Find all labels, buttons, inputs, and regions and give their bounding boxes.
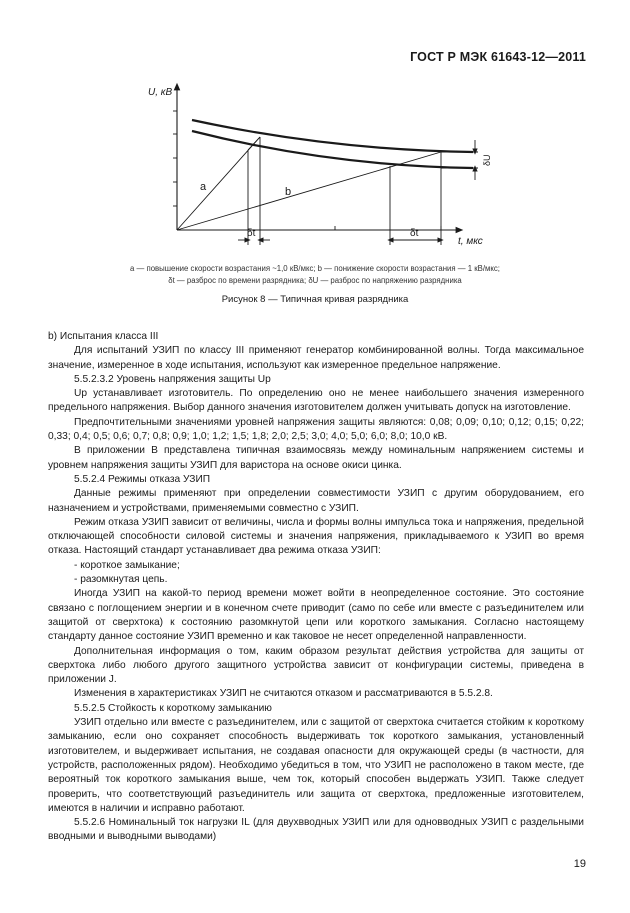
page-number: 19: [573, 858, 586, 870]
body-paragraph: - короткое замыкание;: [74, 559, 180, 571]
figure-legend-line-2: δt — разброс по времени разрядника; δU — разброс по напряжению разрядника: [168, 276, 462, 285]
body-paragraph: Режим отказа УЗИП зависит от величины, числа и формы волны импульса тока и напряжения, предельной отключающей способности силовой системы и значения напряжения, прикладываемого к УЗИП во время отказа. Настоящий стандарт устанавливает два режима отказа УЗИП:: [48, 516, 584, 557]
body-paragraph: 5.5.2.4 Режимы отказа УЗИП: [74, 473, 211, 485]
delta-t-label-2: δt: [410, 228, 419, 239]
body-paragraph: Данные режимы применяют при определении совместимости УЗИП с другим оборудованием, его назначением и устройствами, применяемыми совместно с УЗИП.: [48, 488, 584, 514]
projection-lines: [248, 137, 478, 245]
body-paragraph: УЗИП отдельно или вместе с разъединителем, или с защитой от сверхтока считается стойким к короткому замыканию, если оно сохраняет способность выдерживать ток короткого замыкания, установленный изготовителем, и выдерживает испытания, не создавая опасности для окружающей среды (в частности, для устройств, расположенных рядом). Необходимо убедиться в том, что УЗИП не расположено в таком месте, где вероятный ток короткого замыкания выше, чем ток, который способен выдержать УЗИП. Также следует проверить, что соответствующий разъединитель или защита от сверхтока, предложенные изготовителем, имеются в наличии и исправно работают.: [48, 717, 584, 814]
body-paragraph: - разомкнутая цепь.: [74, 574, 168, 586]
body-text: [48, 330, 584, 845]
body-paragraph: 5.5.2.6 Номинальный ток нагрузки IL (для двухвводных УЗИП или для одновводных УЗИП с раздельными вводными и выводными выводами): [48, 817, 584, 843]
body-paragraph: В приложении В представлена типичная взаимосвязь между номинальным напряжением системы и уровнем напряжения защиты УЗИП для варистора на основе окиси цинка.: [48, 445, 584, 471]
body-paragraph: b) Испытания класса III: [48, 331, 159, 342]
curve-label-b: b: [285, 186, 292, 198]
delta-t-label-1: δt: [247, 228, 256, 239]
gap-curve-diagram: [0, 0, 630, 300]
figure-legend-line-1: a — повышение скорости возрастания ~1,0 кВ/мкс; b — понижение скорости возрастания — 1 кВ/мкс;: [130, 264, 500, 273]
body-paragraph: Для испытаний УЗИП по классу III применяют генератор комбинированной волны. Тогда максимальное значение, измеренное в ходе испытания, используют как измеренное предельное напряжение.: [48, 345, 584, 371]
figure-title: Рисунок 8 — Типичная кривая разрядника: [221, 294, 409, 305]
curve-label-a: a: [200, 181, 207, 193]
y-axis-label: U, кВ: [148, 87, 173, 98]
body-paragraph: Предпочтительными значениями уровней напряжения защиты являются: 0,08; 0,09; 0,10; 0,12; 0,15; 0,22; 0,33; 0,4; 0,5; 0,6; 0,7; 0,8; 0,9; 1,0; 1,2; 1,5; 1,8; 2,0; 2,5; 3,0; 4,0; 5,0; 6,0; 8,0; 10,0 кВ.: [48, 416, 584, 443]
document-header: ГОСТ Р МЭК 61643-12—2011: [410, 50, 586, 64]
gap-curve-figure: [0, 0, 630, 305]
body-paragraph: Иногда УЗИП на какой-то период времени может войти в неопределенное состояние. Это состояние связано с поглощением энергии и в конечном счете приводит (само по себе или вместе с разъединителем или защитой от сверхтока) к состоянию разомкнутой цепи или короткого замыкания. Согласно настоящему стандарту данное состояние УЗИП временно и как таковое не несет определенной направленности.: [48, 588, 584, 643]
body-paragraph: 5.5.2.3.2 Уровень напряжения защиты Up: [74, 373, 271, 385]
lower-envelope-curve: [192, 131, 473, 168]
body-paragraph: Дополнительная информация о том, каким образом результат действия устройства для защиты от сверхтока либо любого другого защитного устройства зависит от конфигурации системы, приведена в приложении J.: [48, 645, 584, 686]
x-axis-label: t, мкс: [458, 236, 483, 247]
body-paragraph: 5.5.2.5 Стойкость к короткому замыканию: [74, 702, 272, 714]
x-axis-ticks: [335, 226, 441, 230]
upper-envelope-curve: [192, 120, 473, 152]
delta-u-label: δU: [482, 154, 492, 166]
body-paragraph: Изменения в характеристиках УЗИП не считаются отказом и рассматриваются в 5.5.2.8.: [74, 688, 493, 700]
body-paragraph: Up устанавливает изготовитель. По определению оно не менее наибольшего значения измеренного предельного напряжения. Выбор данного значения изготовителем должен учитывать допуск на изготовление.: [48, 388, 584, 414]
y-axis-ticks: [173, 111, 177, 206]
ramp-line-b: [177, 152, 441, 230]
